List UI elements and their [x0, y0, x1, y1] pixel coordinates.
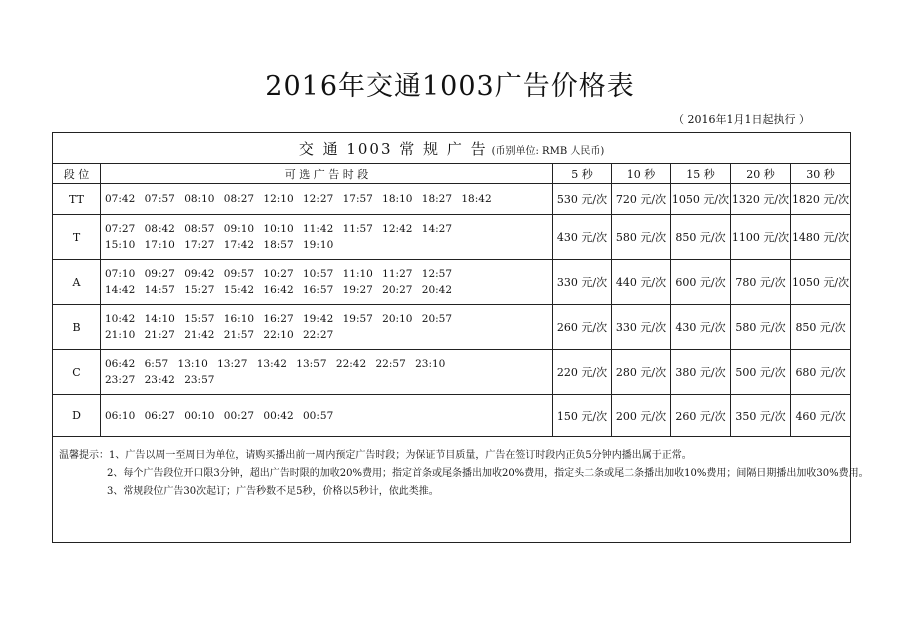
price-15s: 850 元/次 — [671, 215, 731, 260]
times-cell — [101, 184, 553, 215]
price-20s: 780 元/次 — [731, 260, 791, 305]
times-line-1: 10:42 14:10 15:57 16:10 16:27 19:42 19:57 20:10 20:57 — [105, 313, 453, 325]
price-30s: 680 元/次 — [791, 350, 851, 395]
times-cell — [101, 260, 553, 305]
times-line-2: 15:10 17:10 17:27 17:42 18:57 19:10 — [105, 239, 334, 251]
table-row — [53, 395, 851, 437]
segment-cell: C — [53, 350, 101, 395]
price-20s: 350 元/次 — [731, 395, 791, 437]
table-row — [53, 260, 851, 305]
table-banner — [53, 133, 851, 164]
price-10s: 200 元/次 — [612, 395, 671, 437]
times-line-1: 07:10 09:27 09:42 09:57 10:27 10:57 11:10 11:27 12:57 — [105, 268, 453, 280]
price-10s: 580 元/次 — [612, 215, 671, 260]
header-row — [53, 164, 851, 184]
header-20s: 20 秒 — [731, 164, 791, 184]
note-2: 2、每个广告段位开口限3分钟，超出广告时限的加收20%费用；指定首条或尾条播出加收20%费用，指定头二条或尾二条播出加收10%费用；间隔日期播出加收30%费用。 — [107, 468, 869, 479]
price-5s: 430 元/次 — [553, 215, 612, 260]
price-5s: 330 元/次 — [553, 260, 612, 305]
notes-row — [53, 437, 851, 543]
table-row — [53, 215, 851, 260]
segment-cell: D — [53, 395, 101, 437]
price-30s: 1820 元/次 — [791, 184, 851, 215]
header-times: 可 选 广 告 时 段 — [101, 164, 553, 184]
price-table — [52, 132, 869, 543]
times-cell — [101, 215, 553, 260]
segment-cell: TT — [53, 184, 101, 215]
header-10s: 10 秒 — [612, 164, 671, 184]
times-line-1: 06:42 6:57 13:10 13:27 13:42 13:57 22:42 22:57 23:10 — [105, 358, 446, 370]
price-10s: 440 元/次 — [612, 260, 671, 305]
times-line-2: 21:10 21:27 21:42 21:57 22:10 22:27 — [105, 329, 334, 341]
price-30s: 850 元/次 — [791, 305, 851, 350]
price-5s: 260 元/次 — [553, 305, 612, 350]
notes-cell — [53, 437, 869, 543]
table-banner-row — [53, 133, 851, 164]
times-cell — [101, 395, 553, 437]
banner-title: 交 通 1003 常 规 广 告 — [298, 139, 488, 158]
table-row — [53, 305, 851, 350]
price-20s: 500 元/次 — [731, 350, 791, 395]
price-15s: 1050 元/次 — [671, 184, 731, 215]
times-line-1: 07:27 08:42 08:57 09:10 10:10 11:42 11:57 12:42 14:27 — [105, 223, 453, 235]
table-row — [53, 184, 851, 215]
currency-unit: (币别单位: RMB 人民币) — [491, 145, 605, 157]
note-1: 温馨提示：1、广告以周一至周日为单位，请购买播出前一周内预定广告时段；为保证节目质量，广告在签订时段内正负5分钟内播出属于正常。 — [59, 450, 692, 461]
price-20s: 1100 元/次 — [731, 215, 791, 260]
segment-cell: B — [53, 305, 101, 350]
price-5s: 530 元/次 — [553, 184, 612, 215]
effective-date: （ 2016年1月1日起执行 ） — [673, 113, 810, 126]
price-5s: 150 元/次 — [553, 395, 612, 437]
price-20s: 580 元/次 — [731, 305, 791, 350]
price-15s: 430 元/次 — [671, 305, 731, 350]
price-15s: 380 元/次 — [671, 350, 731, 395]
price-10s: 720 元/次 — [612, 184, 671, 215]
times-cell — [101, 305, 553, 350]
times-line-2: 14:42 14:57 15:27 15:42 16:42 16:57 19:27 20:27 20:42 — [105, 284, 453, 296]
price-15s: 260 元/次 — [671, 395, 731, 437]
price-20s: 1320 元/次 — [731, 184, 791, 215]
price-10s: 280 元/次 — [612, 350, 671, 395]
price-15s: 600 元/次 — [671, 260, 731, 305]
note-3: 3、常规段位广告30次起订；广告秒数不足5秒，价格以5秒计，依此类推。 — [107, 486, 439, 497]
times-line-1: 07:42 07:57 08:10 08:27 12:10 12:27 17:57 18:10 18:27 18:42 — [105, 193, 492, 205]
price-30s: 1050 元/次 — [791, 260, 851, 305]
times-line-1: 06:10 06:27 00:10 00:27 00:42 00:57 — [105, 409, 334, 422]
header-15s: 15 秒 — [671, 164, 731, 184]
price-10s: 330 元/次 — [612, 305, 671, 350]
times-line-2: 23:27 23:42 23:57 — [105, 374, 215, 386]
document-title: 2016年交通1003广告价格表 — [265, 71, 635, 102]
header-5s: 5 秒 — [553, 164, 612, 184]
header-30s: 30 秒 — [791, 164, 851, 184]
header-segment: 段 位 — [53, 164, 101, 184]
table-row — [53, 350, 851, 395]
segment-cell: A — [53, 260, 101, 305]
price-5s: 220 元/次 — [553, 350, 612, 395]
price-30s: 1480 元/次 — [791, 215, 851, 260]
price-30s: 460 元/次 — [791, 395, 851, 437]
times-cell — [101, 350, 553, 395]
segment-cell: T — [53, 215, 101, 260]
